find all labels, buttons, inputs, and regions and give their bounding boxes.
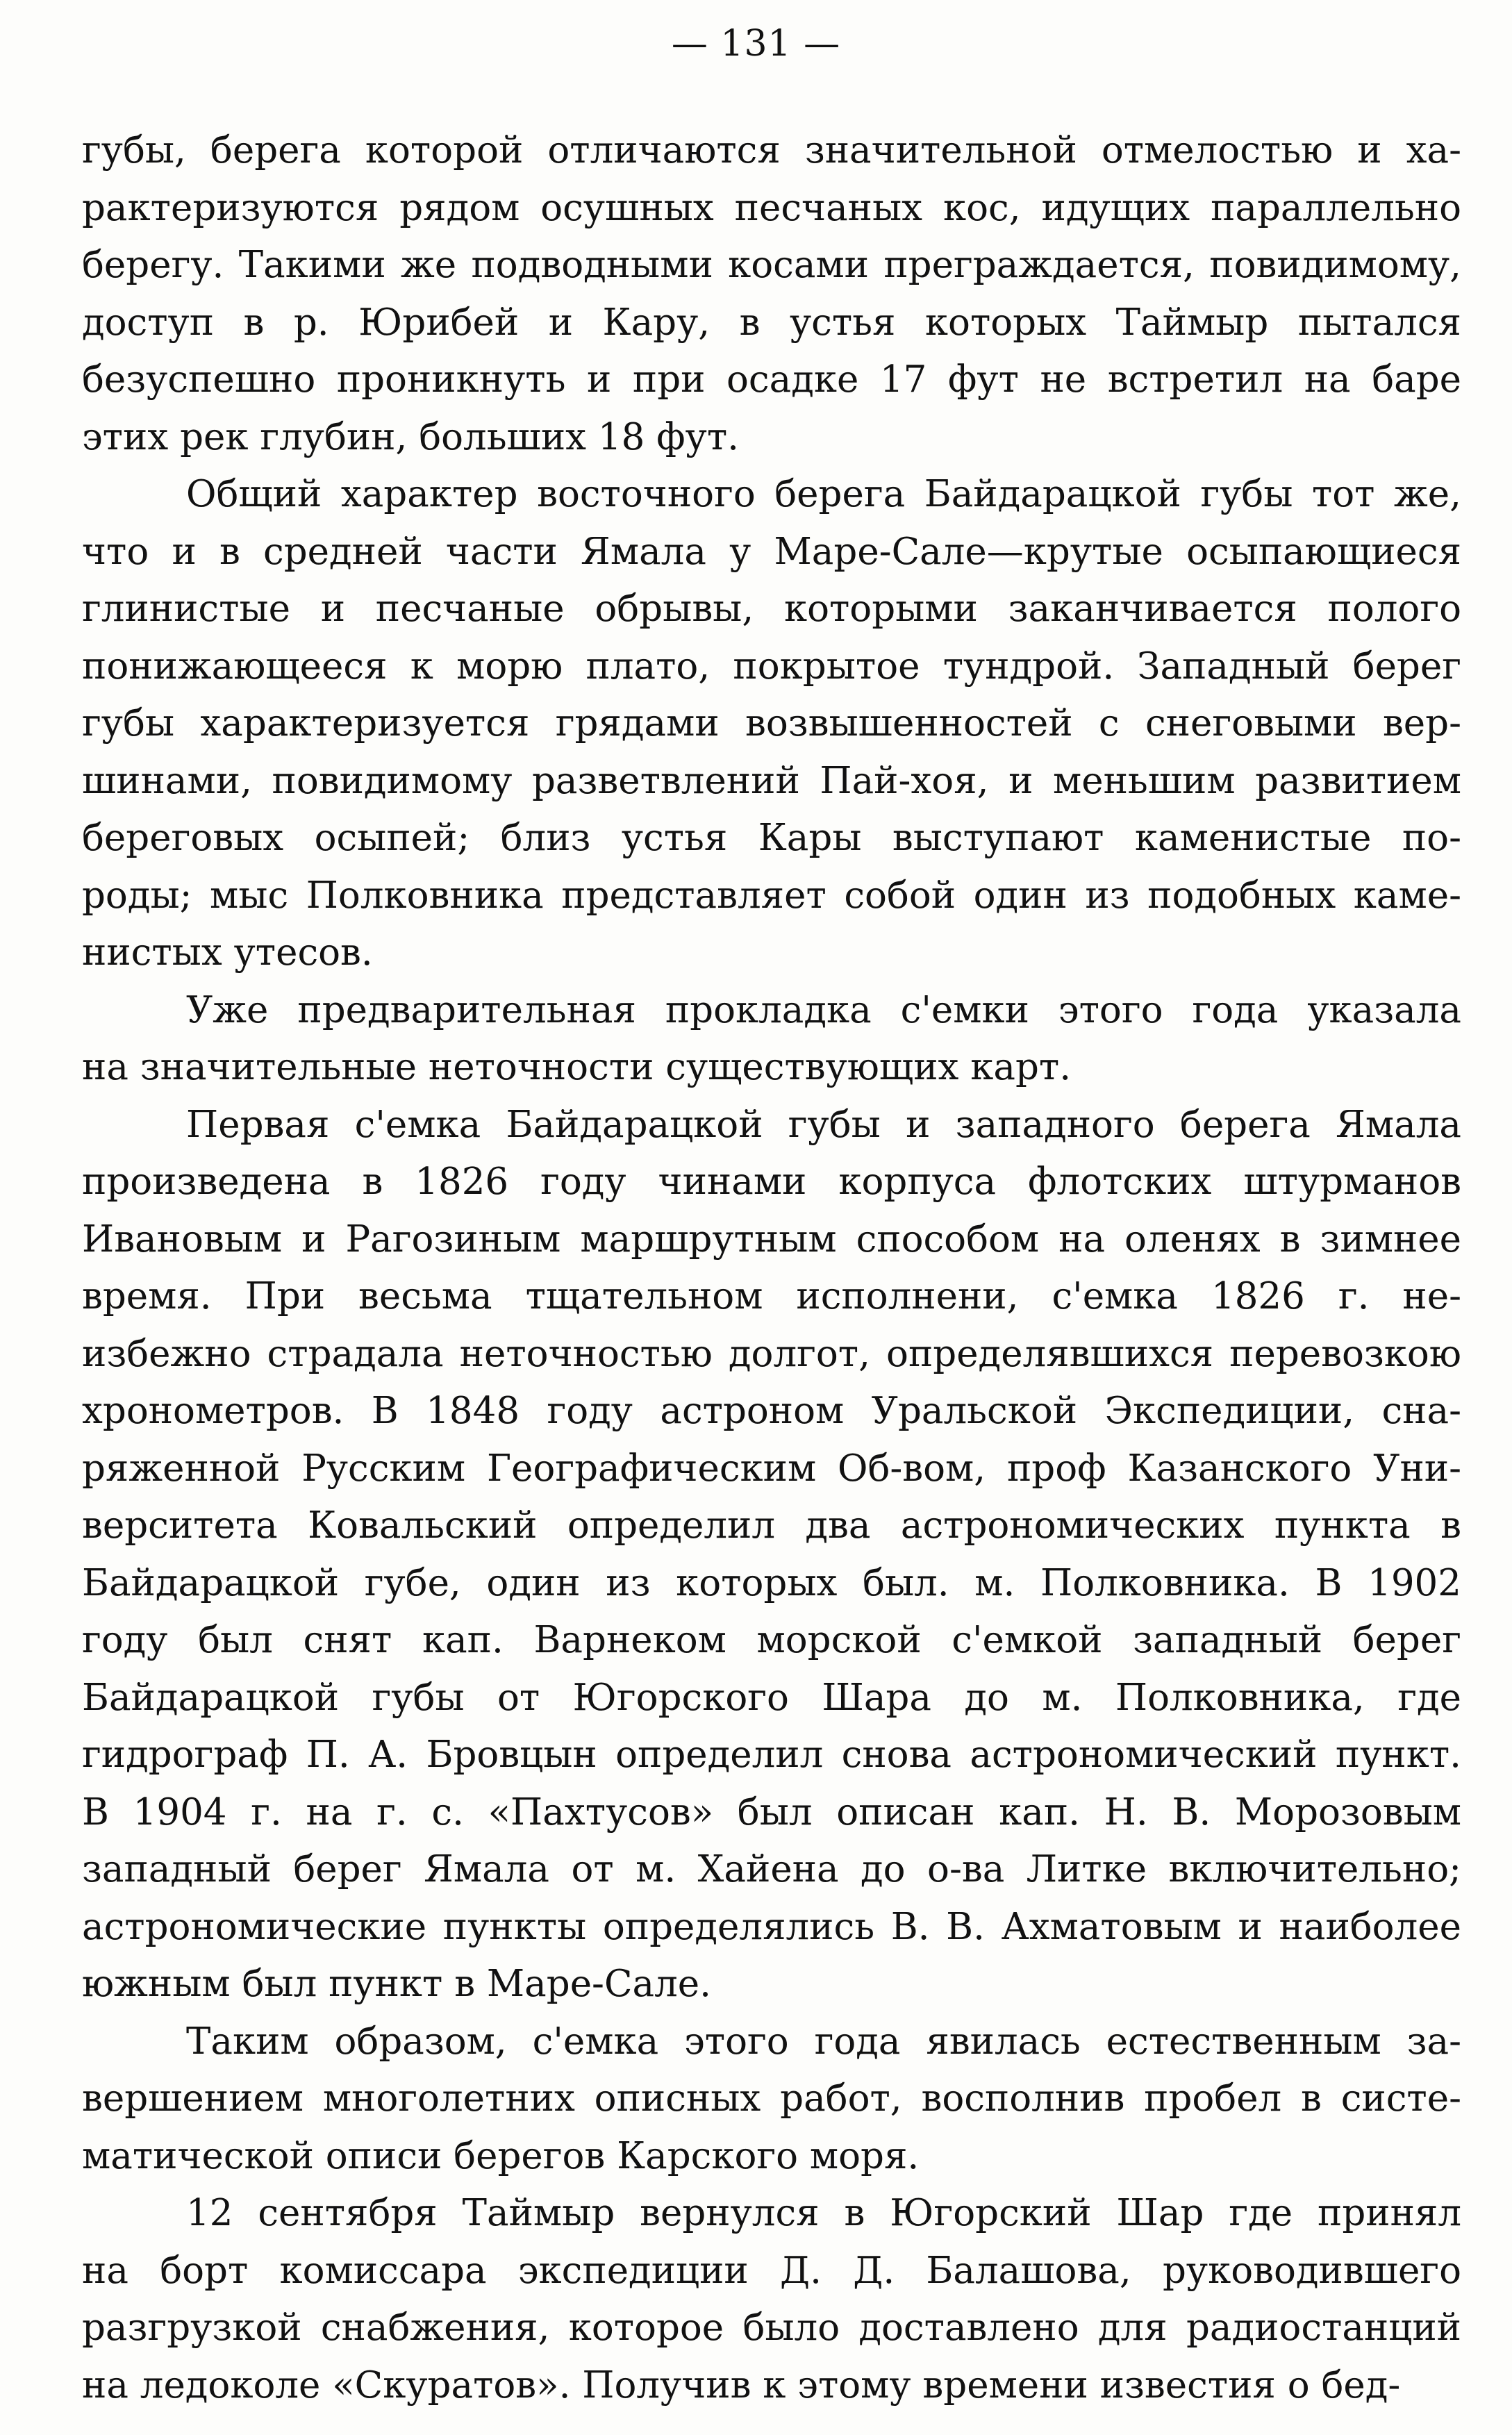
text-line: Ивановым и Рагозиным маршрутным способом на оленях в зимнее <box>82 1218 1461 1261</box>
text-line: разгрузкой снабжения, которое было доставлено для радиостанций <box>82 2307 1461 2349</box>
text-line: Байдарацкой губе, один из которых был. м. Полковника. В 1902 <box>82 1561 1461 1604</box>
text-line: что и в средней части Ямала у Маре-Сале—крутые осыпающиеся <box>82 530 1461 573</box>
text-line: нистых утесов. <box>82 931 373 974</box>
text-line: избежно страдала неточностью долгот, определявшихся перевозкою <box>82 1332 1461 1375</box>
body-text <box>82 122 1461 2414</box>
text-line: западный берег Ямала от м. Хайена до о-ва Литке включительно; <box>82 1848 1461 1890</box>
text-line: вершением многолетних описных работ, восполнив пробел в систе- <box>82 2077 1461 2120</box>
text-line: году был снят кап. Варнеком морской с'емкой западный берег <box>82 1619 1461 1661</box>
text-line: шинами, повидимому разветвлений Пай-хоя, и меньшим развитием <box>82 759 1461 802</box>
text-line: рактеризуются рядом осушных песчаных кос, идущих параллельно <box>82 186 1461 229</box>
text-line: произведена в 1826 году чинами корпуса флотских штурманов <box>82 1161 1461 1203</box>
text-line: время. При весьма тщательном исполнени, с'емка 1826 г. не- <box>82 1275 1461 1318</box>
text-line: 12 сентября Таймыр вернулся в Югорский Шар где принял <box>186 2192 1461 2234</box>
text-line: безуспешно проникнуть и при осадке 17 фут не встретил на баре <box>82 358 1461 401</box>
text-line: глинистые и песчаные обрывы, которыми заканчивается полого <box>82 588 1461 630</box>
text-line: губы характеризуется грядами возвышенностей с снеговыми вер- <box>82 702 1461 745</box>
text-line: Таким образом, с'емка этого года явилась естественным за- <box>186 2020 1461 2063</box>
text-line: на значительные неточности существующих карт. <box>82 1046 1072 1088</box>
text-line: берегу. Такими же подводными косами преграждается, повидимому, <box>82 244 1461 286</box>
text-line: Байдарацкой губы от Югорского Шара до м. Полковника, где <box>82 1676 1461 1719</box>
text-line: понижающееся к морю плато, покрытое тундрой. Западный берег <box>82 645 1461 688</box>
text-line: губы, берега которой отличаются значительной отмелостью и ха- <box>82 129 1461 172</box>
text-line: Первая с'емка Байдарацкой губы и западного берега Ямала <box>186 1103 1461 1146</box>
paragraph <box>82 2185 1461 2414</box>
page-number: — 131 — <box>671 23 841 65</box>
text-line: хронометров. В 1848 году астроном Уральской Экспедиции, сна- <box>82 1390 1461 1432</box>
text-line: астрономические пункты определялись В. В. Ахматовым и наиболее <box>82 1905 1461 1948</box>
text-line: береговых осыпей; близ устья Кары выступают каменистые по- <box>82 817 1461 859</box>
text-line: Общий характер восточного берега Байдарацкой губы тот же, <box>186 473 1461 515</box>
text-line: В 1904 г. на г. с. «Пахтусов» был описан кап. Н. В. Морозовым <box>82 1790 1461 1834</box>
paragraph <box>82 466 1461 982</box>
text-line: на ледоколе «Скуратов». Получив к этому времени известия о бед- <box>82 2363 1401 2407</box>
text-line: доступ в р. Юрибей и Кару, в устья которых Таймыр пытался <box>82 301 1461 344</box>
text-line: южным был пункт в Маре-Сале. <box>82 1963 711 2005</box>
text-line: ряженной Русским Географическим Об-вом, проф Казанского Уни- <box>82 1447 1461 1490</box>
text-line: гидрограф П. А. Бровцын определил снова астрономический пункт. <box>82 1734 1461 1776</box>
paragraph <box>82 122 1461 466</box>
paragraph <box>82 1097 1461 2013</box>
text-line: этих рек глубин, больших 18 фут. <box>82 415 740 458</box>
text-line: матической описи берегов Карского моря. <box>82 2134 920 2177</box>
text-line: на борт комиссара экспедиции Д. Д. Балашова, руководившего <box>82 2249 1461 2292</box>
text-line: роды; мыс Полковника представляет собой один из подобных каме- <box>82 874 1461 917</box>
text-line: верситета Ковальский определил два астрономических пункта в <box>82 1504 1461 1547</box>
text-line: Уже предварительная прокладка с'емки этого года указала <box>186 988 1461 1031</box>
paragraph <box>82 982 1461 1097</box>
paragraph <box>82 2013 1461 2186</box>
